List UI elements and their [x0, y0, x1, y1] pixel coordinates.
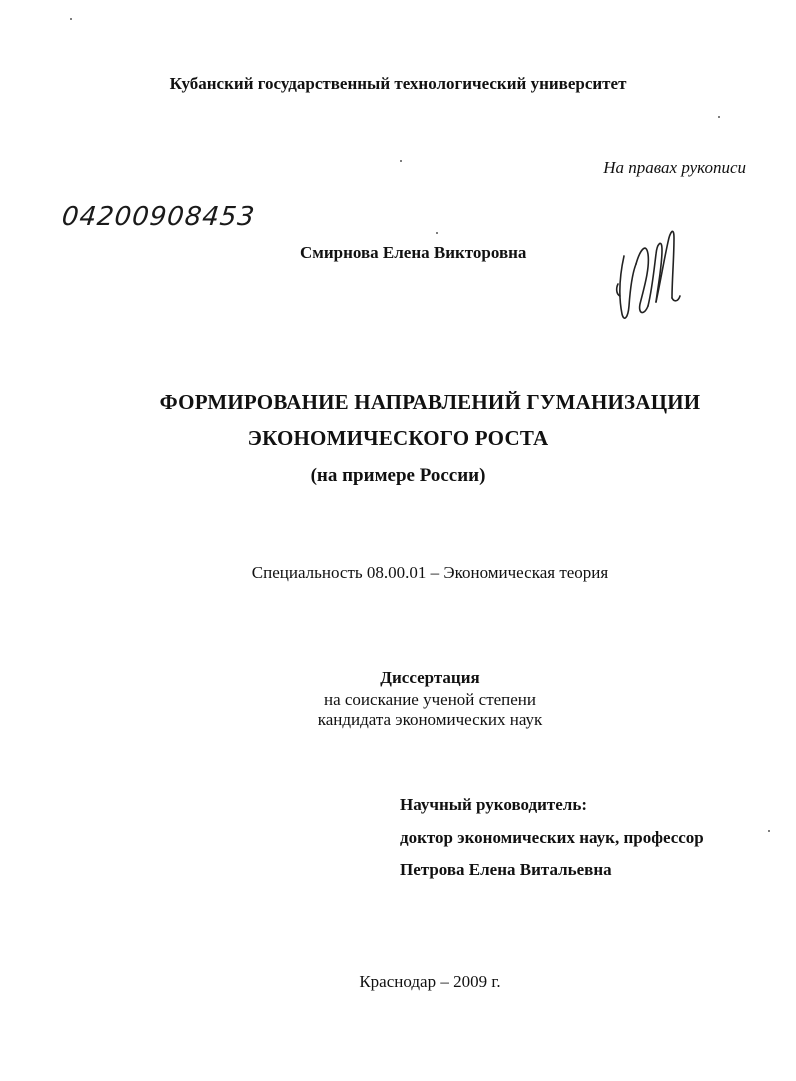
dissertation-label: Диссертация: [380, 668, 480, 687]
scan-speck: [768, 830, 770, 832]
supervisor-degree: доктор экономических наук, профессор: [400, 828, 704, 847]
author-name: Смирнова Елена Викторовна: [300, 243, 527, 262]
dissertation-purpose-line-1: на соискание ученой степени: [323, 690, 537, 709]
supervisor-label: Научный руководитель:: [400, 795, 587, 814]
manuscript-note: На правах рукописи: [603, 158, 746, 177]
inventory-number: 04200908453: [60, 202, 257, 232]
scan-speck: [400, 160, 402, 162]
supervisor-name: Петрова Елена Витальевна: [400, 860, 612, 879]
scan-speck: [436, 232, 438, 234]
dissertation-purpose-line-2: кандидата экономических наук: [317, 710, 543, 729]
university-name: Кубанский государственный технологический университет: [169, 74, 627, 93]
title-subtitle: (на примере России): [310, 465, 486, 486]
specialty: Специальность 08.00.01 – Экономическая теория: [251, 563, 609, 582]
title-line-2: ЭКОНОМИЧЕСКОГО РОСТА: [247, 426, 549, 450]
scan-speck: [718, 116, 720, 118]
handwritten-signature-icon: [610, 214, 690, 326]
scan-speck: [70, 18, 72, 20]
title-line-1: ФОРМИРОВАНИЕ НАПРАВЛЕНИЙ ГУМАНИЗАЦИИ: [159, 390, 701, 414]
place-and-year: Краснодар – 2009 г.: [359, 972, 501, 991]
